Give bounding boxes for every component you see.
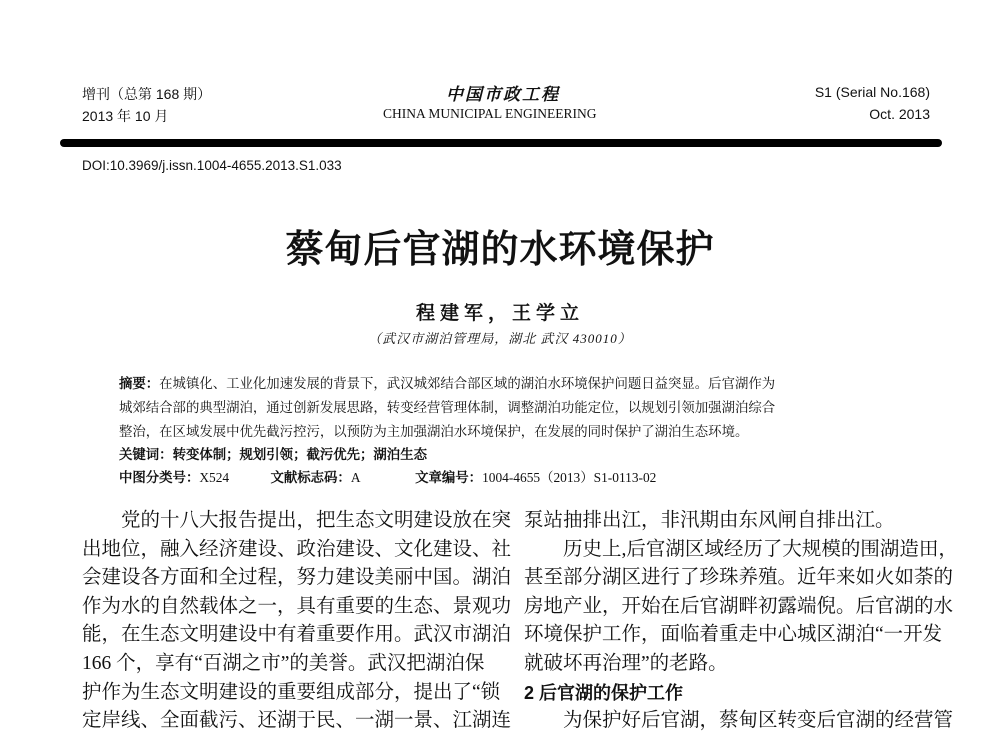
body-line: 166 个，享有“百湖之市”的美誉。武汉把湖泊保 [82,652,485,674]
body-line: 作为水的自然载体之一，具有重要的生态、景观功 [82,595,512,617]
body-line: 泵站抽排出江，非汛期由东风闸自排出江。 [524,510,895,531]
section-heading: 2 后官湖的保护工作 [524,682,684,703]
journal-name-en: CHINA MUNICIPAL ENGINEERING [383,106,597,121]
body-line: 护作为生态文明建设的重要组成部分，提出了“锁 [82,681,501,703]
body-line: 历史上,后官湖区域经历了大规模的围湖造田， [563,538,958,560]
date-cn: 2013 年 10 月 [82,108,169,124]
body-line: 能，在生态文明建设中有着重要作用。武汉市湖泊 [82,624,512,646]
journal-logo: 中国市政工程 [446,85,560,104]
abstract-label: 摘要： [119,376,160,391]
affiliation: （武汉市湖泊管理局，湖北 武汉 430010） [368,331,632,346]
body-line: 房地产业，开始在后官湖畔初露端倪。后官湖的水 [524,595,954,617]
body-line: 环境保护工作，面临着重走中心城区湖泊“一开发 [524,624,943,646]
body-line: 出地位，融入经济建设、政治建设、文化建设、社 [82,538,512,560]
body-left-column [82,507,511,736]
authors: 程建军，王学立 [415,303,584,324]
abstract-line: 摘要：在城镇化、工业化加速发展的背景下，武汉城郊结合部区域的湖泊水环境保护问题日益突显。后官湖作为 [119,376,776,391]
body-line: 为保护好后官湖，蔡甸区转变后官湖的经营管 [563,710,954,732]
body-line: 就破坏再治理”的老路。 [524,652,728,674]
body-right-column [524,507,958,736]
body-line: 会建设各方面和全过程，努力建设美丽中国。湖泊 [82,567,512,589]
body-line: 甚至部分湖区进行了珍珠养殖。近年来如火如荼的 [524,567,954,589]
paper-title: 蔡甸后官湖的水环境保护 [285,229,715,271]
classification-line: 中图分类号：X524 文献标志码：A 文章编号：1004-4655（2013）S1-0113-02 [119,470,657,485]
body-line: 定岸线、全面截污、还湖于民、一湖一景、江湖连 [82,710,512,732]
header-rule [60,139,942,147]
abstract-line: 整治，在区域发展中优先截污控污，以预防为主加强湖泊水环境保护，在发展的同时保护了湖泊生态环境。 [119,424,749,439]
keywords: 关键词：转变体制；规划引领；截污优先；湖泊生态 [119,447,427,462]
body-line: 党的十八大报告提出，把生态文明建设放在突 [121,510,512,531]
abstract-line: 城郊结合部的典型湖泊，通过创新发展思路，转变经营管理体制，调整湖泊功能定位，以规划引领加强湖泊综合 [119,400,776,415]
doi: DOI:10.3969/j.issn.1004-4655.2013.S1.033 [82,158,342,173]
issue-cn: 增刊（总第 168 期） [82,86,212,102]
date-en: Oct. 2013 [869,106,930,122]
issue-en: S1 (Serial No.168) [814,84,930,100]
